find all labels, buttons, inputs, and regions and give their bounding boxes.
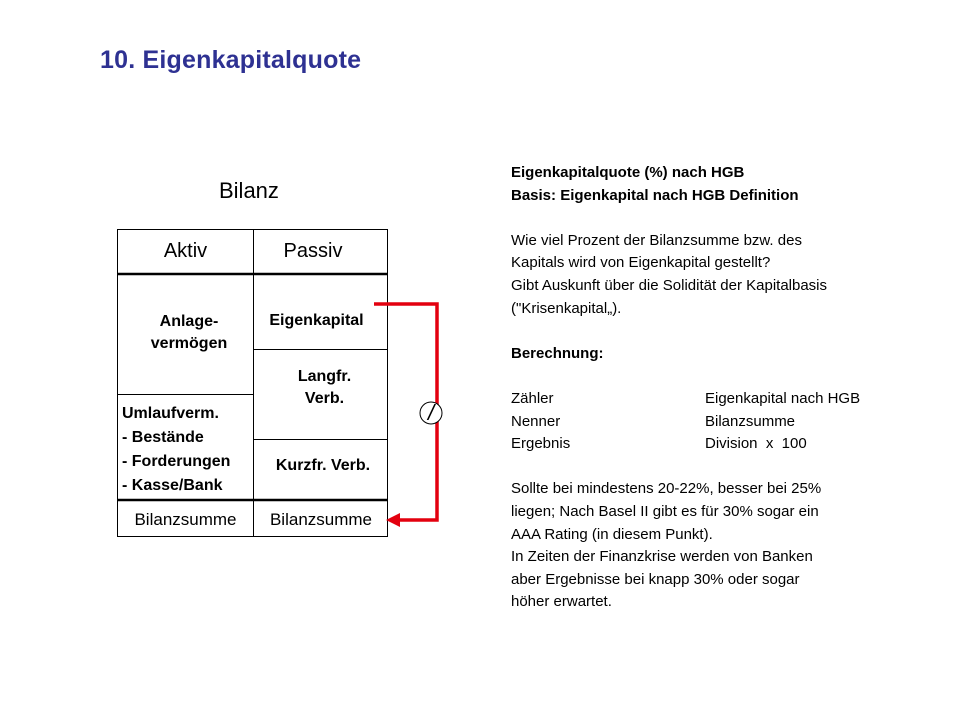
note-line-2: liegen; Nach Basel II gibt es für 30% sogar ein — [511, 502, 819, 520]
desc-line-1: Wie viel Prozent der Bilanzsumme bzw. des — [511, 231, 802, 249]
anlage-line-2: vermögen — [150, 335, 228, 352]
calc-label: Nenner — [511, 412, 561, 430]
page-title: 10. Eigenkapitalquote — [100, 46, 362, 74]
calc-value: Bilanzsumme — [705, 412, 796, 430]
note-line-4: In Zeiten der Finanzkrise werden von Banken — [511, 548, 813, 566]
umlauf-line-4: - Kasse/Bank — [122, 477, 223, 494]
note-line-3: AAA Rating (in diesem Punkt). — [511, 525, 713, 543]
note-line-5: aber Ergebnisse bei knapp 30% oder sogar — [511, 570, 800, 588]
calc-row — [511, 388, 931, 411]
calc-value: Division x 100 — [705, 435, 807, 453]
divide-symbol: / — [427, 400, 435, 425]
calc-row — [511, 411, 931, 434]
desc-line-3: Gibt Auskunft über die Solidität der Kapitalbasis — [511, 276, 828, 294]
bilanz-heading: Bilanz — [219, 178, 279, 203]
calc-value: Eigenkapital nach HGB — [705, 389, 861, 407]
info-heading-1: Eigenkapitalquote (%) nach HGB — [511, 164, 745, 181]
sum-left: Bilanzsumme — [134, 510, 237, 529]
desc-line-2: Kapitals wird von Eigenkapital gestellt? — [511, 254, 771, 272]
sum-right: Bilanzsumme — [269, 510, 373, 529]
desc-line-4: ("Krisenkapital„). — [511, 299, 622, 317]
arrow-head — [386, 513, 400, 527]
aktiv-header: Aktiv — [163, 240, 208, 262]
umlauf-line-1: Umlaufverm. — [122, 405, 219, 422]
info-panel — [511, 162, 931, 614]
calc-label: Zähler — [511, 389, 554, 407]
kurzfr-cell: Kurzfr. Verb. — [275, 457, 371, 474]
eigenkapital-cell: Eigenkapital — [269, 312, 364, 329]
note-line-6: höher erwartet. — [511, 593, 612, 611]
anlage-line-1: Anlage- — [159, 313, 219, 330]
umlauf-line-3: - Forderungen — [122, 453, 231, 470]
umlauf-cell — [122, 402, 230, 498]
info-heading-2: Basis: Eigenkapital nach HGB Definition — [511, 186, 799, 204]
calc-heading: Berechnung: — [511, 344, 604, 362]
langfr-line-1: Langfr. — [297, 368, 352, 385]
passiv-header: Passiv — [283, 240, 343, 262]
langfr-cell — [262, 366, 387, 410]
anlage-cell — [130, 311, 248, 355]
note-line-1: Sollte bei mindestens 20-22%, besser bei 25% — [511, 480, 822, 498]
langfr-line-2: Verb. — [304, 390, 345, 407]
calc-row — [511, 433, 931, 456]
umlauf-line-2: - Bestände — [122, 429, 204, 446]
calc-label: Ergebnis — [511, 435, 571, 453]
